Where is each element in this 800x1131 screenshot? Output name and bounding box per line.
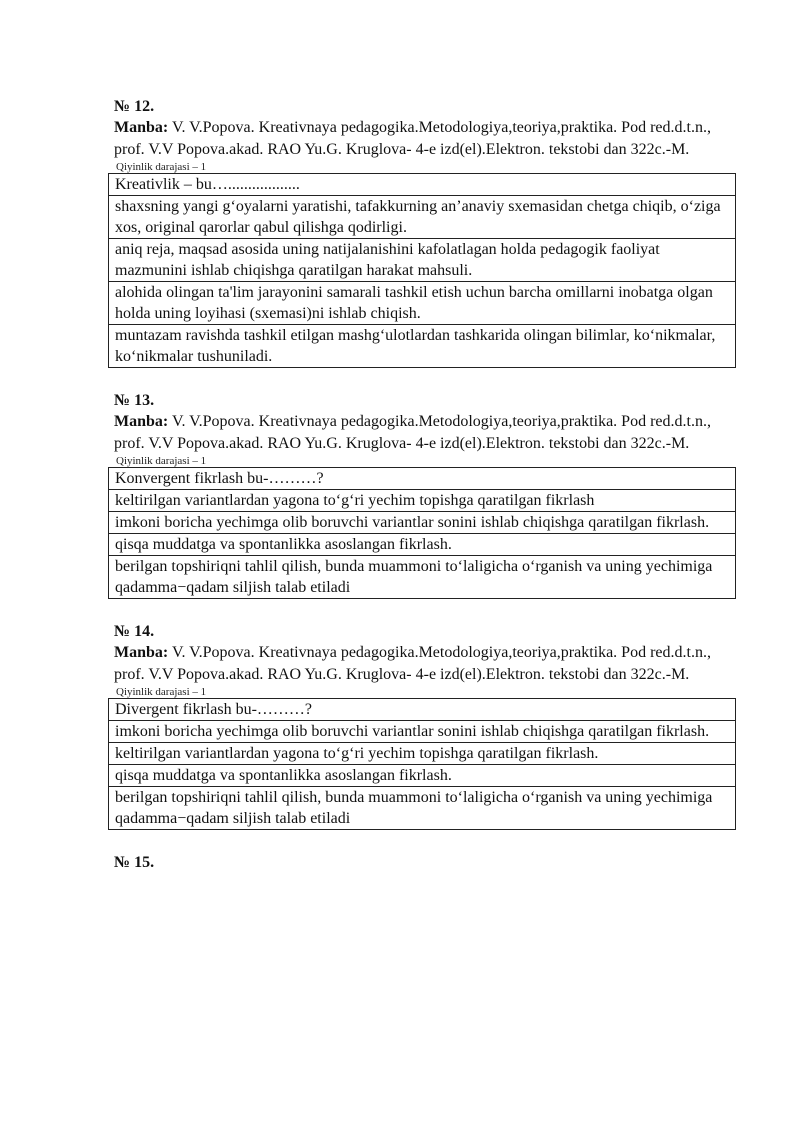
source-label: Manba: bbox=[114, 413, 169, 430]
answer-option: qisqa muddatga va spontanlikka asoslangan fikrlash. bbox=[109, 765, 736, 787]
question-prompt: Konvergent fikrlash bu-………? bbox=[109, 468, 736, 490]
answer-option: shaxsning yangi g‘oyalarni yaratishi, tafakkurning an’anaviy sxemasidan chetga chiqib, o‘ziga xos, original qarorlar qabul qilishga qodirligi. bbox=[109, 196, 736, 239]
source-label: Manba: bbox=[114, 644, 169, 661]
question-prompt: Divergent fikrlash bu-………? bbox=[109, 699, 736, 721]
answer-option: keltirilgan variantlardan yagona to‘g‘ri yechim topishga qaratilgan fikrlash. bbox=[109, 743, 736, 765]
question-13 bbox=[114, 390, 736, 599]
answer-option: keltirilgan variantlardan yagona to‘g‘ri yechim topishga qaratilgan fikrlash bbox=[109, 490, 736, 512]
document-page bbox=[114, 96, 736, 873]
question-number-15: № 15. bbox=[114, 854, 155, 871]
source-label: Manba: bbox=[114, 119, 169, 136]
question-12 bbox=[114, 96, 736, 368]
question-14 bbox=[114, 621, 736, 830]
answer-option: qisqa muddatga va spontanlikka asoslangan fikrlash. bbox=[109, 534, 736, 556]
answer-option: aniq reja, maqsad asosida uning natijalanishini kafolatlagan holda pedagogik faoliyat mazmunini ishlab chiqishga qaratilgan harakat mahsuli. bbox=[109, 239, 736, 282]
question-table bbox=[108, 698, 736, 830]
question-table bbox=[108, 467, 736, 599]
answer-option: muntazam ravishda tashkil etilgan mashg‘ulotlardan tashkarida olingan bilimlar, ko‘nikmalar, ko‘nikmalar tushuniladi. bbox=[109, 325, 736, 368]
source-citation bbox=[114, 642, 736, 686]
question-table bbox=[108, 173, 736, 368]
answer-option: imkoni boricha yechimga olib boruvchi variantlar sonini ishlab chiqishga qaratilgan fikrlash. bbox=[109, 512, 736, 534]
answer-option: berilgan topshiriqni tahlil qilish, bunda muammoni to‘laligicha o‘rganish va uning yechimiga qadamma−qadam siljish talab etiladi bbox=[109, 556, 736, 599]
source-text: V. V.Popova. Kreativnaya pedagogika.Metodologiya,teoriya,praktika. Pod red.d.t.n., prof. V.V Popova.akad. RAO Yu.G. Kruglova- 4-e izd(el).Elektron. tekstobi dan 322c.-M. bbox=[114, 644, 711, 683]
source-citation bbox=[114, 411, 736, 455]
question-number: № 13. bbox=[114, 392, 155, 409]
answer-option: alohida olingan ta'lim jarayonini samarali tashkil etish uchun barcha omillarni inobatga olgan holda uning loyihasi (sxemasi)ni ishlab chiqish. bbox=[109, 282, 736, 325]
difficulty-level: Qiyinlik darajasi – 1 bbox=[116, 686, 207, 698]
question-prompt: Kreativlik – bu….................. bbox=[109, 174, 736, 196]
source-citation bbox=[114, 117, 736, 161]
answer-option: berilgan topshiriqni tahlil qilish, bunda muammoni to‘laligicha o‘rganish va uning yechimiga qadamma−qadam siljish talab etiladi bbox=[109, 787, 736, 830]
question-number: № 14. bbox=[114, 623, 155, 640]
difficulty-level: Qiyinlik darajasi – 1 bbox=[116, 161, 207, 173]
question-number: № 12. bbox=[114, 98, 155, 115]
difficulty-level: Qiyinlik darajasi – 1 bbox=[116, 455, 207, 467]
source-text: V. V.Popova. Kreativnaya pedagogika.Metodologiya,teoriya,praktika. Pod red.d.t.n., prof. V.V Popova.akad. RAO Yu.G. Kruglova- 4-e izd(el).Elektron. tekstobi dan 322c.-M. bbox=[114, 413, 711, 452]
source-text: V. V.Popova. Kreativnaya pedagogika.Metodologiya,teoriya,praktika. Pod red.d.t.n., prof. V.V Popova.akad. RAO Yu.G. Kruglova- 4-e izd(el).Elektron. tekstobi dan 322c.-M. bbox=[114, 119, 711, 158]
answer-option: imkoni boricha yechimga olib boruvchi variantlar sonini ishlab chiqishga qaratilgan fikrlash. bbox=[109, 721, 736, 743]
